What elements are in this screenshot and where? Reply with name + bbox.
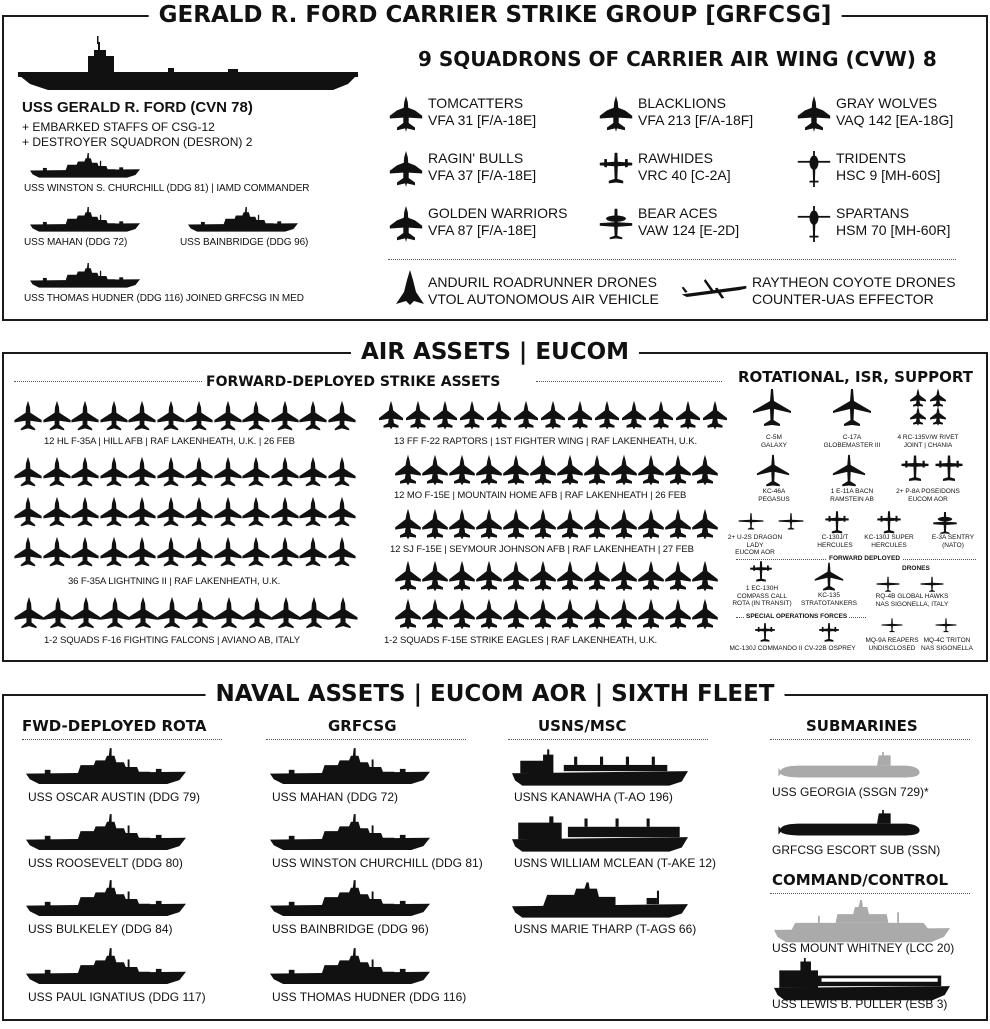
drone-roadrunner-name: ANDURIL ROADRUNNER DRONES [428, 274, 657, 290]
squadron-name: GRAY WOLVES [836, 95, 938, 111]
rotational-caption-line: 1 E-11A BACN [830, 488, 874, 495]
f35a-icon [98, 456, 130, 488]
caption-f16: 1-2 SQUADS F-16 FIGHTING FALCONS | AVIANO AB, ITALY [44, 635, 301, 646]
f35a-icon [183, 536, 215, 568]
squadron-designation: VAQ 142 [EA-18G] [836, 112, 954, 128]
squadron-designation: HSM 70 [MH-60R] [836, 222, 951, 238]
f35a-icon [155, 536, 187, 568]
mc130j-label: MC-130J COMMANDO II [729, 645, 803, 652]
squadron-designation: HSC 9 [MH-60S] [836, 167, 941, 183]
command-ship-icon [774, 900, 950, 944]
caption-36-f35a: 36 F-35A LIGHTNING II | RAF LAKENHEATH, U.K. [68, 576, 281, 587]
f35a-icon [297, 456, 329, 488]
ship-label: USS WINSTON CHURCHILL (DDG 81) [272, 856, 483, 870]
destroyer-icon [26, 878, 186, 920]
f15e-icon [689, 598, 721, 630]
rotational-caption-line: 2+ P-8A POSEIDONS [896, 488, 960, 495]
kc135-label [792, 592, 866, 607]
f35a-icon [41, 456, 73, 488]
squadron-name: RAGIN' BULLS [428, 150, 524, 166]
cv22b-label: CV-22B OSPREY [804, 645, 856, 652]
triton-drone-icon [926, 614, 966, 636]
rotational-caption [812, 434, 892, 449]
f35a-icon [41, 400, 73, 432]
staff-line-1: + EMBARKED STAFFS OF CSG-12 [22, 120, 215, 134]
ship-label: USNS KANAWHA (T-AO 196) [514, 790, 673, 804]
f35a-icon [98, 536, 130, 568]
f35a-icon [69, 536, 101, 568]
f15e-icon [689, 560, 721, 592]
destroyer-icon [26, 812, 186, 854]
naval-column-rule [266, 739, 466, 740]
destroyer-icon [270, 946, 430, 988]
rotational-aircraft-icon [752, 388, 792, 428]
ship-label: USNS MARIE THARP (T-AGS 66) [514, 922, 697, 936]
f22-icon [484, 400, 514, 430]
rotational-caption-line: C-5M [766, 434, 782, 441]
rq4b-line-2: NAS SIGONELLA, ITALY [875, 600, 949, 608]
f35a-icon [69, 496, 101, 528]
fighter-jet-icon [598, 92, 634, 136]
support-ship-icon [512, 812, 688, 854]
f35a-icon [240, 400, 272, 432]
f35a-icon [269, 496, 301, 528]
escort-hudner-label: USS THOMAS HUDNER (DDG 116) JOINED GRFCSG IN MED [24, 293, 304, 304]
f35a-icon [240, 456, 272, 488]
destroyer-icon [188, 206, 298, 234]
ec130h-line-2: COMPASS CALL [736, 592, 788, 600]
f35a-icon [297, 400, 329, 432]
f35a-icon [297, 496, 329, 528]
squadron-name: TOMCATTERS [428, 95, 524, 111]
f35a-icon [297, 536, 329, 568]
destroyer-icon [26, 946, 186, 988]
squadron-name: BLACKLIONS [638, 95, 726, 111]
helicopter-icon [796, 202, 832, 246]
rotational-aircraft-icon [832, 454, 866, 488]
roadrunner-drone-icon [390, 268, 430, 308]
rotational-aircraft-icon [756, 454, 790, 488]
rc135-icon [928, 388, 948, 408]
rotational-caption-line: PEGASUS [758, 495, 790, 503]
squadron-name: GOLDEN WARRIORS [428, 205, 568, 221]
naval-assets-title: NAVAL ASSETS | EUCOM AOR | SIXTH FLEET [206, 680, 785, 708]
destroyer-icon [270, 812, 430, 854]
rotational-caption [734, 488, 814, 503]
ship-label: USS BULKELEY (DDG 84) [28, 922, 173, 936]
rotational-caption-line: 4 RC-135V/W RIVET [897, 434, 959, 441]
f35a-icon [183, 496, 215, 528]
kc135-icon [812, 562, 846, 592]
f35a-icon [155, 400, 187, 432]
fwd-deployed-label: FORWARD DEPLOYED [826, 555, 903, 563]
f22-icon [403, 400, 433, 430]
f35a-icon [269, 536, 301, 568]
f35a-icon [41, 496, 73, 528]
f35a-icon [326, 400, 358, 432]
destroyer-icon [270, 746, 430, 788]
f16-icon [326, 596, 360, 630]
mc130j-icon [750, 622, 780, 644]
rotational-caption [734, 434, 814, 449]
rotational-caption [854, 534, 924, 549]
rc135-icon [908, 388, 928, 408]
destroyer-icon [270, 878, 430, 920]
squadron-name: BEAR ACES [638, 205, 718, 221]
rc135-icon [928, 406, 948, 426]
f22-icon [457, 400, 487, 430]
squadron-designation: VFA 37 [F/A-18E] [428, 167, 537, 183]
escort-bainbridge-label: USS BAINBRIDGE (DDG 96) [180, 237, 309, 248]
mq4c-line-1: MQ-4C TRITON [923, 637, 971, 644]
f22-icon [511, 400, 541, 430]
submarines-heading: SUBMARINES [806, 717, 918, 735]
airwing-title: 9 SQUADRONS OF CARRIER AIR WING (CVW) 8 [418, 47, 937, 71]
f35a-icon [126, 536, 158, 568]
ship-label: USS OSCAR AUSTIN (DDG 79) [28, 790, 201, 804]
rq4b-line-1: RQ-4B GLOBAL HAWKS [875, 593, 949, 600]
naval-column-rule [22, 739, 222, 740]
squadron-designation: VFA 213 [F/A-18F] [638, 112, 754, 128]
rotational-caption-line: RAMSTEIN AB [830, 495, 874, 503]
rotational-caption-line: EUCOM AOR [908, 495, 948, 503]
rotational-caption-line: HERCULES [871, 541, 907, 549]
squadron-name: RAWHIDES [638, 150, 713, 166]
support-ship-icon [512, 746, 688, 788]
ship-label: USS MAHAN (DDG 72) [272, 790, 399, 804]
naval-column-heading: FWD-DEPLOYED ROTA [22, 717, 207, 735]
rotational-aircraft-icon [932, 510, 958, 536]
f35a-icon [126, 496, 158, 528]
caption-mo-f15e: 12 MO F-15E | MOUNTAIN HOME AFB | RAF LAKENHEATH | 26 FEB [394, 490, 687, 501]
rotational-caption-line: HERCULES [817, 541, 853, 549]
f35a-icon [326, 456, 358, 488]
sof-label: SPECIAL OPERATIONS FORCES [746, 613, 848, 620]
caption-sj-f15e: 12 SJ F-15E | SEYMOUR JOHNSON AFB | RAF LAKENHEATH | 27 FEB [390, 544, 694, 555]
drone-divider [388, 259, 956, 260]
u2s-icon [774, 508, 808, 534]
rotational-caption-line: C-17A [842, 434, 862, 441]
f35a-icon [12, 496, 44, 528]
escort-churchill-label: USS WINSTON S. CHURCHILL (DDG 81) | IAMD COMMANDER [24, 183, 310, 194]
ec130h-line-3: ROTA (IN TRANSIT) [732, 600, 792, 607]
squadron-designation: VRC 40 [C-2A] [638, 167, 731, 183]
support-ship-icon [512, 878, 688, 920]
caption-hl-f35a: 12 HL F-35A | HILL AFB | RAF LAKENHEATH, U.K. | 26 FEB [44, 436, 295, 447]
command-control-rule [770, 893, 970, 894]
f22-icon [538, 400, 568, 430]
kc135-line-2: STRATOTANKERS [801, 599, 857, 607]
ship-label: USS ROOSEVELT (DDG 80) [28, 856, 183, 870]
naval-column-rule [508, 739, 708, 740]
rotational-caption-line: EUCOM AOR [735, 549, 775, 556]
air-assets-title: AIR ASSETS | EUCOM [351, 339, 639, 366]
rotational-caption [888, 434, 968, 449]
squadron-designation: VAW 124 [E-2D] [638, 222, 740, 238]
sub-georgia-label: USS GEORGIA (SSGN 729)* [772, 785, 929, 799]
f35a-icon [240, 536, 272, 568]
caption-ff-f22: 13 FF F-22 RAPTORS | 1ST FIGHTER WING | RAF LAKENHEATH, U.K. [394, 436, 697, 447]
f15e-icon [689, 508, 721, 540]
rotational-aircraft-icon [824, 510, 850, 536]
f22-icon [673, 400, 703, 430]
reaper-drone-icon [872, 614, 912, 636]
rotational-caption-line: E-3A SENTRY [931, 534, 975, 541]
rotational-aircraft-icon [876, 510, 902, 536]
ship-label: USS THOMAS HUDNER (DDG 116) [272, 990, 467, 1004]
aircraft-carrier-icon [18, 36, 358, 96]
rc135-icon [908, 406, 928, 426]
f35a-icon [183, 456, 215, 488]
rotational-title: ROTATIONAL, ISR, SUPPORT [738, 368, 973, 386]
f35a-icon [212, 536, 244, 568]
f22-icon [646, 400, 676, 430]
p8a-icon [934, 454, 964, 484]
f35a-icon [126, 400, 158, 432]
f35a-icon [12, 536, 44, 568]
submarines-rule [770, 739, 970, 740]
radar-plane-icon [598, 202, 634, 246]
f35a-icon [212, 456, 244, 488]
rotational-caption-line: (NATO) [942, 541, 964, 549]
destroyer-icon [30, 206, 140, 234]
fighter-jet-icon [388, 92, 424, 136]
esb-ship-icon [774, 958, 950, 1002]
submarine-icon [774, 810, 924, 844]
mq9a-line-1: MQ-9A REAPERS [865, 637, 919, 644]
f15e-icon [689, 454, 721, 486]
f35a-icon [155, 456, 187, 488]
f35a-icon [240, 496, 272, 528]
rotational-caption-line: JOINT | CHANIA [903, 441, 953, 449]
f35a-icon [155, 496, 187, 528]
f22-icon [430, 400, 460, 430]
cc-lewis-puller-label: USS LEWIS B. PULLER (ESB 3) [772, 997, 948, 1011]
squadron-designation: VFA 87 [F/A-18E] [428, 222, 537, 238]
ford-strike-group-title: GERALD R. FORD CARRIER STRIKE GROUP [GRFCSG] [149, 2, 842, 28]
rotational-caption-line: 2+ U-2S DRAGON LADY [727, 534, 783, 549]
command-control-heading: COMMAND/CONTROL [772, 871, 949, 889]
rotational-caption-line: KC-46A [762, 488, 786, 495]
squadron-designation: VFA 31 [F/A-18E] [428, 112, 537, 128]
f35a-icon [69, 456, 101, 488]
f35a-icon [69, 400, 101, 432]
ec130h-icon [744, 560, 778, 584]
mq9a-label [862, 637, 922, 652]
ec130h-label [722, 585, 802, 608]
forward-title-rule-left [14, 381, 202, 382]
rotational-caption-line: KC-130J SUPER [864, 534, 914, 541]
forward-deployed-title: FORWARD-DEPLOYED STRIKE ASSETS [206, 374, 501, 390]
f35a-icon [126, 456, 158, 488]
ship-label: USS BAINBRIDGE (DDG 96) [272, 922, 429, 936]
drone-roadrunner-desc: VTOL AUTONOMOUS AIR VEHICLE [428, 291, 659, 307]
ship-label: USNS WILLIAM MCLEAN (T-AKE 12) [514, 856, 717, 870]
cc-mount-whitney-label: USS MOUNT WHITNEY (LCC 20) [772, 941, 955, 955]
f22-icon [376, 400, 406, 430]
f35a-icon [326, 496, 358, 528]
f35a-icon [212, 496, 244, 528]
transport-plane-icon [598, 147, 634, 191]
submarine-icon [774, 752, 924, 786]
ec130h-line-1: 1 EC-130H [745, 585, 779, 592]
f35a-icon [269, 456, 301, 488]
rotational-aircraft-icon [832, 388, 872, 428]
f22-icon [592, 400, 622, 430]
forward-title-rule-right [536, 381, 722, 382]
rotational-caption [812, 488, 892, 503]
rotational-caption [918, 534, 988, 549]
carrier-name: USS GERALD R. FORD (CVN 78) [22, 99, 253, 116]
fighter-jet-icon [388, 202, 424, 246]
destroyer-icon [30, 262, 140, 290]
f35a-icon [98, 400, 130, 432]
kc135-line-1: KC-135 [817, 592, 841, 599]
rotational-caption-line: C-130J/T [821, 534, 849, 541]
squadron-name: SPARTANS [836, 205, 910, 221]
f22-icon [619, 400, 649, 430]
helicopter-icon [796, 147, 832, 191]
ship-label: USS PAUL IGNATIUS (DDG 117) [28, 990, 206, 1004]
growler-jet-icon [796, 92, 832, 136]
f22-icon [700, 400, 730, 430]
drone-coyote-desc: COUNTER-UAS EFFECTOR [752, 291, 934, 307]
f35a-icon [12, 400, 44, 432]
mq4c-line-2: NAS SIGONELLA [920, 644, 974, 652]
drones-label: DRONES [902, 565, 930, 572]
u2s-icon [734, 508, 768, 534]
escort-mahan-label: USS MAHAN (DDG 72) [24, 237, 128, 248]
f22-icon [565, 400, 595, 430]
naval-column-heading: GRFCSG [328, 717, 397, 735]
naval-column-heading: USNS/MSC [538, 717, 627, 735]
rotational-caption-line: GALAXY [760, 441, 787, 449]
squadron-name: TRIDENTS [836, 150, 906, 166]
destroyer-icon [26, 746, 186, 788]
f35a-icon [12, 456, 44, 488]
f35a-icon [98, 496, 130, 528]
mq9a-line-2: UNDISCLOSED [868, 644, 916, 652]
p8a-icon [900, 454, 930, 484]
rotational-caption-line: GLOBEMASTER III [823, 441, 881, 449]
rq4b-label [862, 593, 962, 608]
rotational-caption [720, 534, 790, 557]
destroyer-icon [30, 152, 140, 180]
coyote-drone-icon [676, 274, 752, 308]
f35a-icon [212, 400, 244, 432]
f35a-icon [41, 536, 73, 568]
mq4c-label [916, 637, 978, 652]
f35a-icon [183, 400, 215, 432]
f35a-icon [269, 400, 301, 432]
f35a-icon [326, 536, 358, 568]
rotational-caption [888, 488, 968, 503]
sub-escort-label: GRFCSG ESCORT SUB (SSN) [772, 843, 941, 857]
drone-coyote-name: RAYTHEON COYOTE DRONES [752, 274, 956, 290]
caption-f15e-strike-eagles: 1-2 SQUADS F-15E STRIKE EAGLES | RAF LAKENHEATH, U.K. [384, 635, 658, 646]
staff-line-2: + DESTROYER SQUADRON (DESRON) 2 [22, 135, 253, 149]
fighter-jet-icon [388, 147, 424, 191]
cv22b-osprey-icon [816, 622, 842, 644]
